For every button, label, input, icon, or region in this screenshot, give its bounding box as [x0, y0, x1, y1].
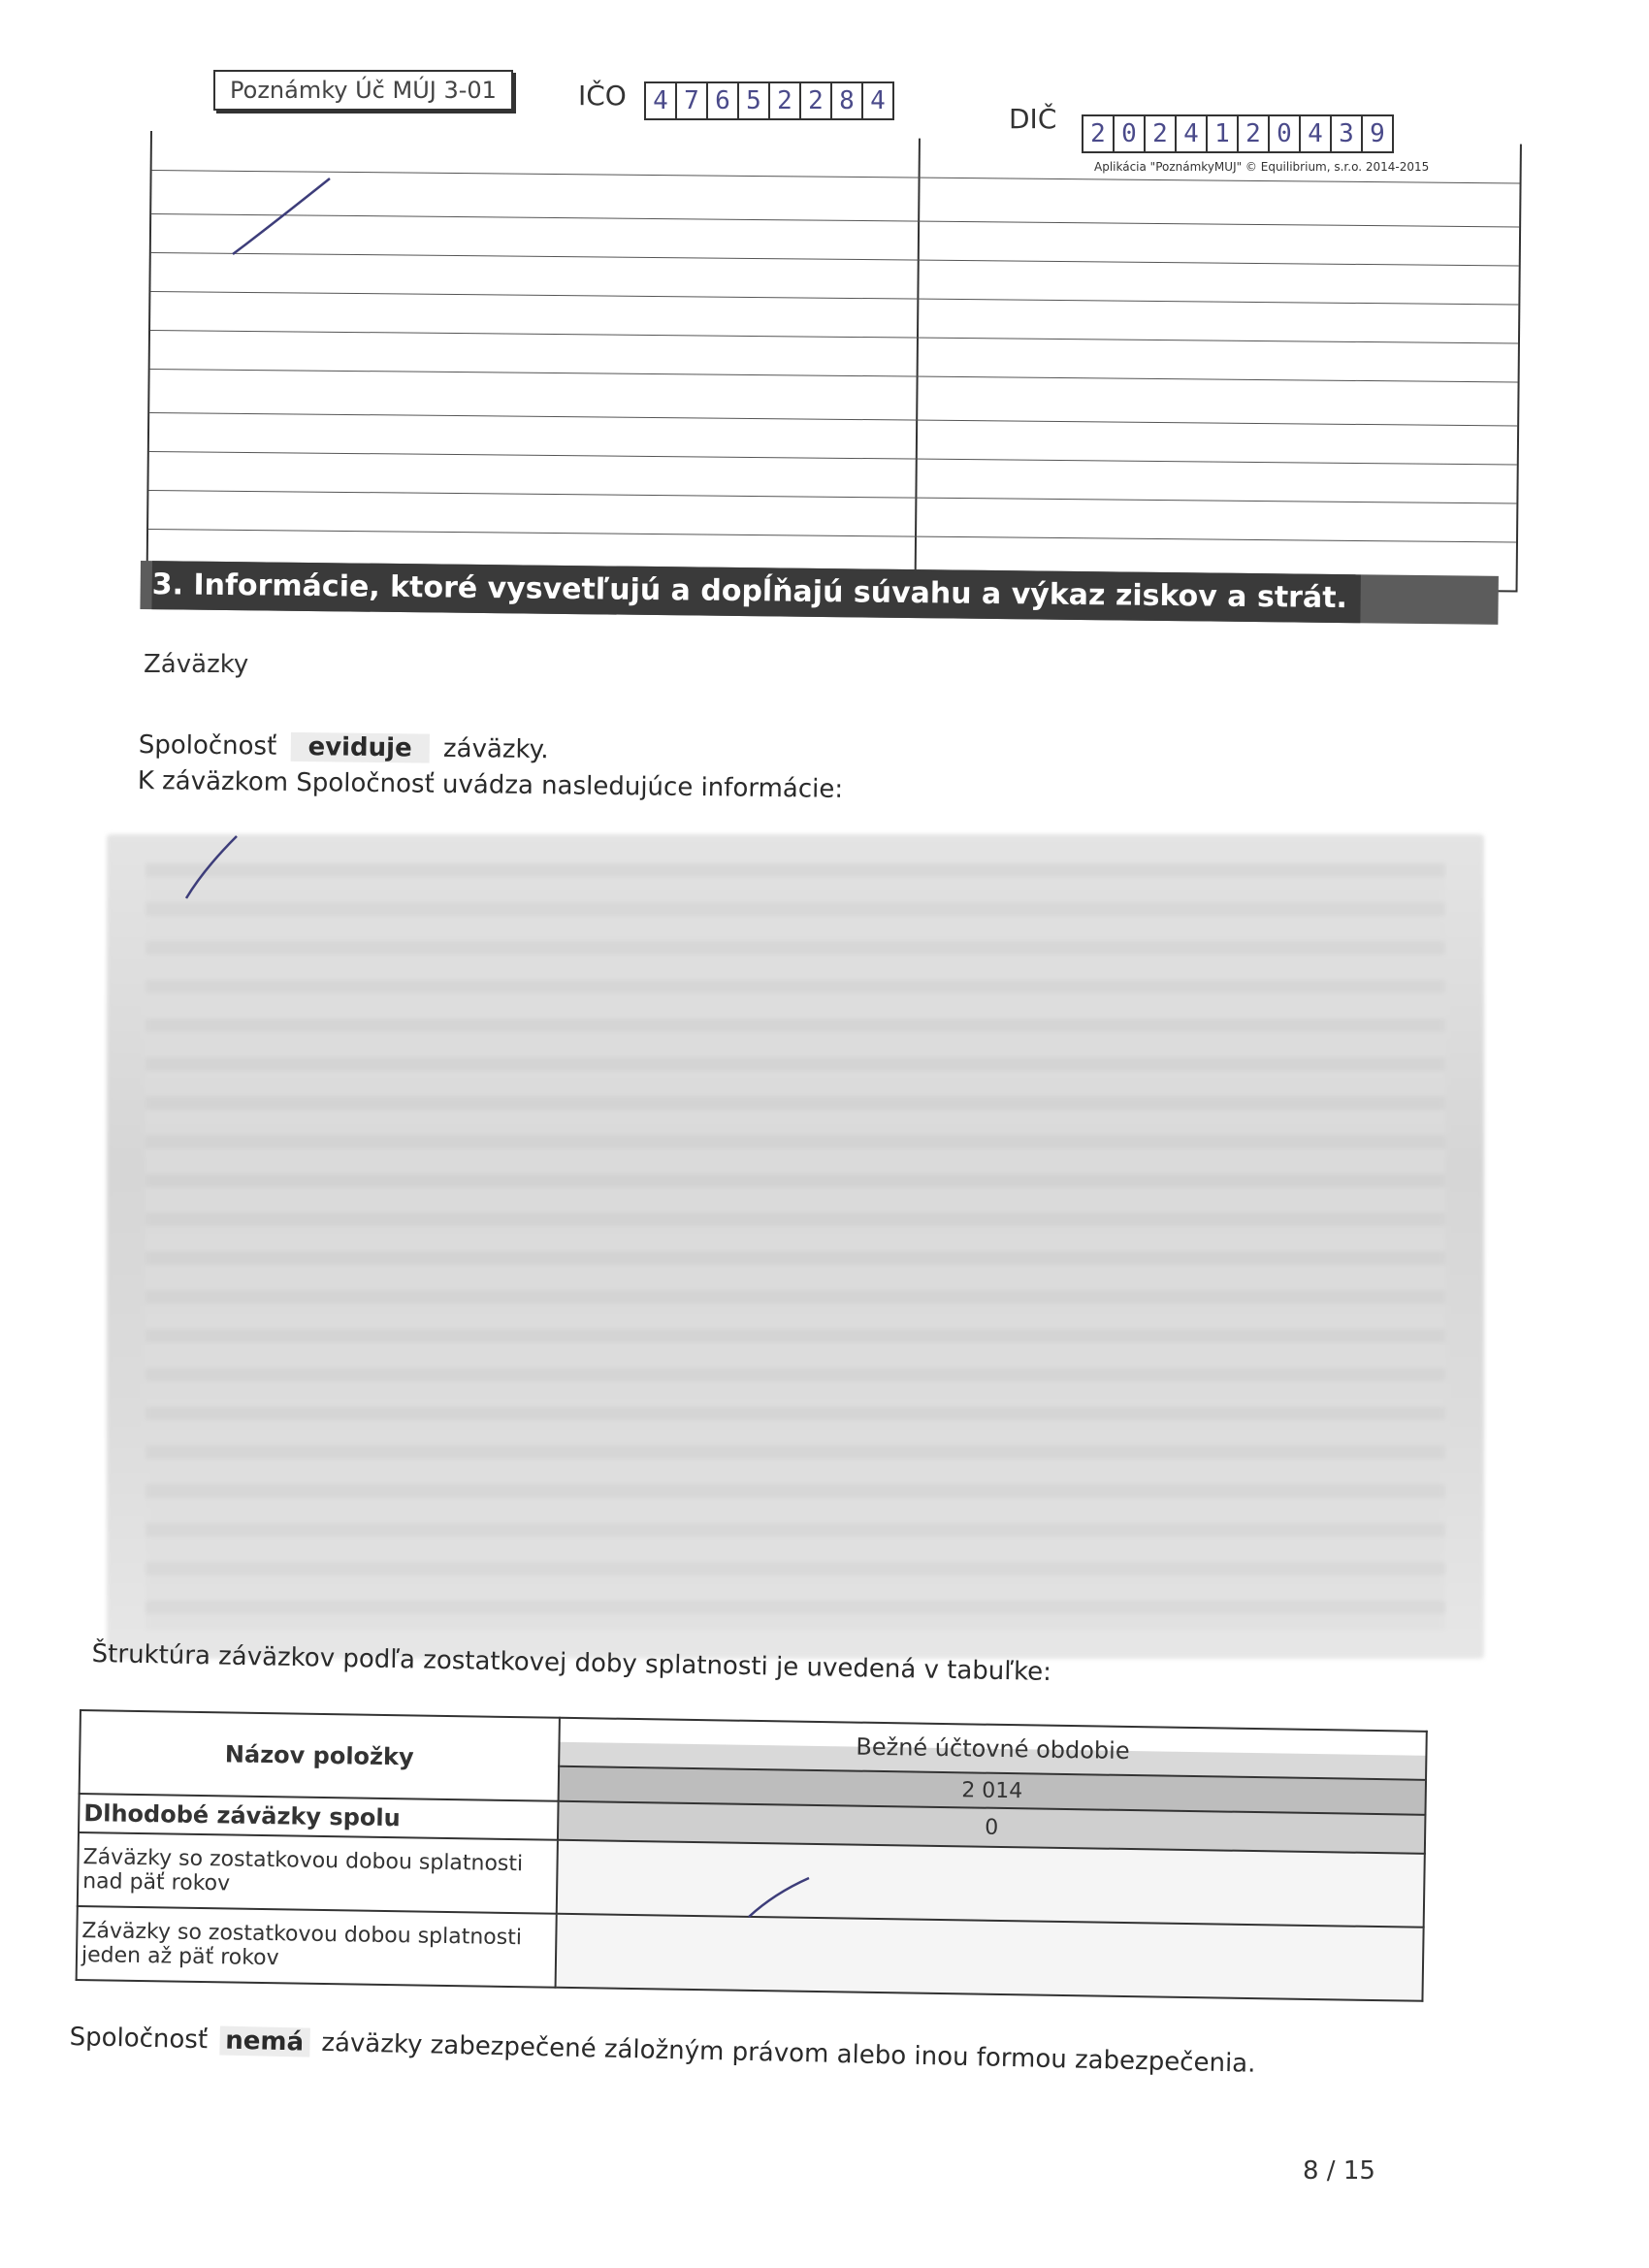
year-cell: 2 014 — [559, 1766, 1426, 1815]
ico-label: IČO — [578, 80, 627, 112]
ico-digit: 5 — [739, 83, 770, 118]
grid-line — [150, 330, 1518, 344]
section-title: 3. Informácie, ktoré vysvetľujú a dopĺňajú súvahu a výkaz ziskov a strát. — [151, 561, 1361, 623]
ico-digit: 4 — [646, 83, 677, 118]
row-label: Záväzky so zostatkovou dobou splatnosti jeden až päť rokov — [77, 1906, 557, 1988]
dic-digit: 3 — [1332, 116, 1363, 151]
dic-digit: 4 — [1177, 116, 1208, 151]
dic-digit: 9 — [1370, 119, 1385, 148]
grid-line — [149, 412, 1517, 427]
dic-digit: 1 — [1208, 116, 1239, 151]
grid-line — [151, 252, 1519, 267]
ico-digit: 6 — [708, 83, 739, 118]
redacted-content-area — [107, 834, 1484, 1659]
nema-field: nemá — [219, 2026, 309, 2057]
grid-line — [150, 369, 1518, 383]
ico-digit: 4 — [870, 86, 886, 115]
dic-digit: 2 — [1146, 116, 1177, 151]
liabilities-statement — [139, 730, 549, 764]
copyright-notice: Aplikácia "PoznámkyMUJ" © Equilibrium, s.r.o. 2014-2015 — [1094, 160, 1430, 174]
grid-line — [148, 490, 1516, 504]
empty-notes-grid — [146, 131, 1522, 593]
row-value: 0 — [558, 1801, 1426, 1854]
ico-digit: 2 — [801, 83, 832, 118]
dic-digit: 2 — [1083, 116, 1115, 151]
row-value — [557, 1840, 1425, 1928]
structure-intro-text: Štruktúra záväzkov podľa zostatkovej doby splatnosti je uvedená v tabuľke: — [91, 1639, 1052, 1687]
column-header-item-name: Názov položky — [80, 1710, 560, 1801]
maturity-table — [76, 1709, 1428, 2002]
pen-strike-mark — [229, 175, 336, 262]
grid-line — [152, 170, 1520, 184]
statement-suffix: záväzky. — [442, 733, 549, 765]
dic-digit: 0 — [1115, 116, 1146, 151]
ico-digit-boxes — [644, 81, 894, 120]
statement-prefix: Spoločnosť — [138, 730, 277, 761]
dic-digit: 0 — [1270, 116, 1301, 151]
footer-prefix: Spoločnosť — [69, 2023, 209, 2056]
pen-strike-mark — [182, 832, 241, 902]
row-label: Záväzky so zostatkovou dobou splatnosti nad päť rokov — [78, 1832, 558, 1914]
pen-strike-mark — [745, 1872, 813, 1921]
dic-digit: 2 — [1239, 116, 1270, 151]
ico-digit: 8 — [832, 83, 863, 118]
ico-digit: 7 — [677, 83, 708, 118]
grid-line — [148, 529, 1516, 543]
row-label: Dlhodobé záväzky spolu — [79, 1794, 559, 1840]
ico-digit: 2 — [770, 83, 801, 118]
dic-label: DIČ — [1009, 103, 1057, 135]
grid-line — [149, 451, 1517, 466]
subheading-zavazky: Záväzky — [144, 650, 249, 679]
dic-digit: 4 — [1301, 116, 1332, 151]
eviduje-field: eviduje — [290, 732, 430, 763]
collateral-statement — [69, 2023, 1255, 2079]
grid-column-divider — [915, 139, 921, 585]
form-code-label: Poznámky Úč MÚJ 3-01 — [213, 70, 513, 111]
liabilities-info-intro: K záväzkom Spoločnosť uvádza nasledujúce informácie: — [137, 766, 844, 804]
row-value — [556, 1914, 1424, 2001]
footer-suffix: záväzky zabezpečené záložným právom alebo inou formou zabezpečenia. — [321, 2027, 1256, 2079]
column-header-current-period: Bežné účtovné obdobie — [559, 1718, 1427, 1780]
page-number: 8 / 15 — [1303, 2156, 1375, 2186]
grid-line — [150, 291, 1518, 306]
grid-line — [151, 213, 1519, 228]
